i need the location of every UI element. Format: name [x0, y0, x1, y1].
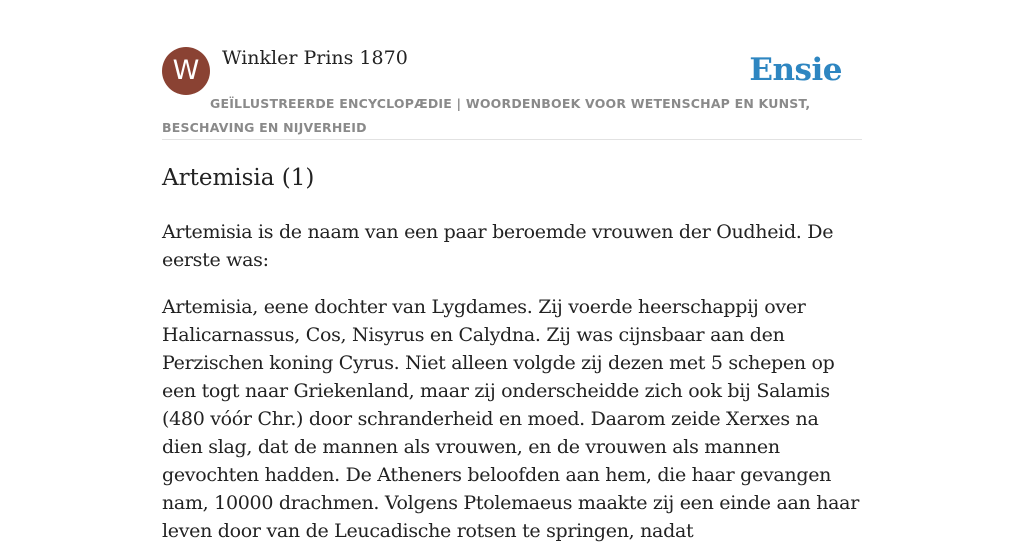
- source-avatar[interactable]: W: [162, 47, 210, 95]
- article-paragraph: Artemisia, eene dochter van Lygdames. Zij voerde heerschappij over Halicarnassus, Cos, Nisyrus en Calydna. Zij was cijnsbaar aan den Perzischen koning Cyrus. Niet alleen volgde zij dezen met 5 schepen op een togt naar Griekenland, maar zij onderscheidde zich ook bij Salamis (480 vóór Chr.) door schranderheid en moed. Daarom zeide Xerxes na dien slag, dat de mannen als vrouwen, en de vrouwen als mannen gevochten hadden. De Atheners beloofden aan hem, die haar gevangen nam, 10000 drachmen. Volgens Ptolemaeus maakte zij een einde aan haar leven door van de Leucadische rotsen te springen, nadat: [162, 296, 859, 542]
- source-header: [162, 46, 862, 140]
- ensie-logo[interactable]: Ensie: [749, 52, 842, 88]
- source-subtitle: GEÏLLUSTREERDE ENCYCLOPÆDIE | WOORDENBOEK VOOR WETENSCHAP EN KUNST, BESCHAVING EN NIJVERHEID: [162, 96, 811, 135]
- article-title: Artemisia (1): [162, 165, 315, 191]
- article-paragraph: Artemisia is de naam van een paar beroemde vrouwen der Oudheid. De eerste was:: [162, 221, 834, 271]
- article-content: [162, 160, 862, 545]
- source-title[interactable]: Winkler Prins 1870: [222, 47, 408, 69]
